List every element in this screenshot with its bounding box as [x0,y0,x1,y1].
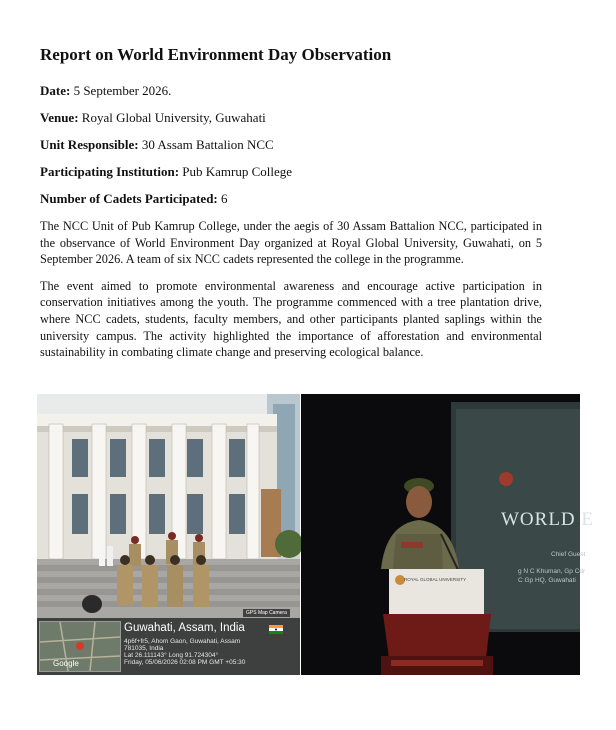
map-thumbnail-graphic [40,622,120,671]
field-institution-label: Participating Institution: [40,164,180,179]
map-brand-logo: Google [53,659,79,668]
stage-illustration [301,394,580,675]
field-unit-label: Unit Responsible: [40,137,139,152]
screen-chief-guest: Chief Guest [551,551,586,558]
paragraph-intro: The NCC Unit of Pub Kamrup College, under the aegis of 30 Assam Battalion NCC, participated in the observance of World Environment Day organized at Royal Global University, Guwahati, on 5 September 2026. A team of six NCC cadets represented the college in the programme. [40,219,542,267]
paragraph-event: The event aimed to promote environmental awareness and encourage active participation in conservation initiatives among the youth. The programme commenced with a tree plantation drive, where NCC cadets, students, faculty members, and other participants planted saplings within the university campus. The activity highlighted the importance of afforestation and environmental sustainability in combating climate change and preserving ecological balance. [40,278,542,360]
screen-banner-title: WORLD E [501,509,595,530]
geotag-address-line1: 4p6f+fr5, Ahom Gaon, Guwahati, Assam [124,638,241,645]
report-title: Report on World Environment Day Observation [40,45,392,64]
field-date-label: Date: [40,83,71,98]
india-flag-icon [269,625,283,634]
screen-guest-unit: C Gp HQ, Guwahati [518,577,576,584]
field-cadets [40,191,542,207]
field-venue-label: Venue: [40,110,79,125]
photo-strip [37,394,595,675]
field-venue-value: Royal Global University, Guwahati [78,110,266,125]
geotag-place: Guwahati, Assam, India [124,622,245,634]
field-date [40,83,542,99]
podium-label: ROYAL GLOBAL UNIVERSITY [404,577,467,582]
photo-cadets-building [37,394,300,675]
field-date-value: 5 September 2026. [70,83,172,98]
geotag-map-thumbnail [39,621,121,672]
geotag-address-line2: 781035, India [124,645,164,652]
field-cadets-value: 6 [217,191,228,206]
geotag-datetime: Friday, 05/06/2026 02:08 PM GMT +05:30 [124,659,246,666]
report-document [40,44,542,371]
field-institution-value: Pub Kamrup College [179,164,293,179]
field-institution [40,164,542,180]
field-unit-value: 30 Assam Battalion NCC [138,137,274,152]
field-cadets-label: Number of Cadets Participated: [40,191,218,206]
field-unit [40,137,542,153]
field-venue [40,110,542,126]
photo-officer-podium [301,394,595,675]
geotag-badge: GPS Map Camera [243,609,290,617]
screen-guest-name: g N C Khuman, Gp Cdr [518,568,586,575]
geotag-coordinates: Lat 26.111143° Long 91.724304° [124,652,219,659]
